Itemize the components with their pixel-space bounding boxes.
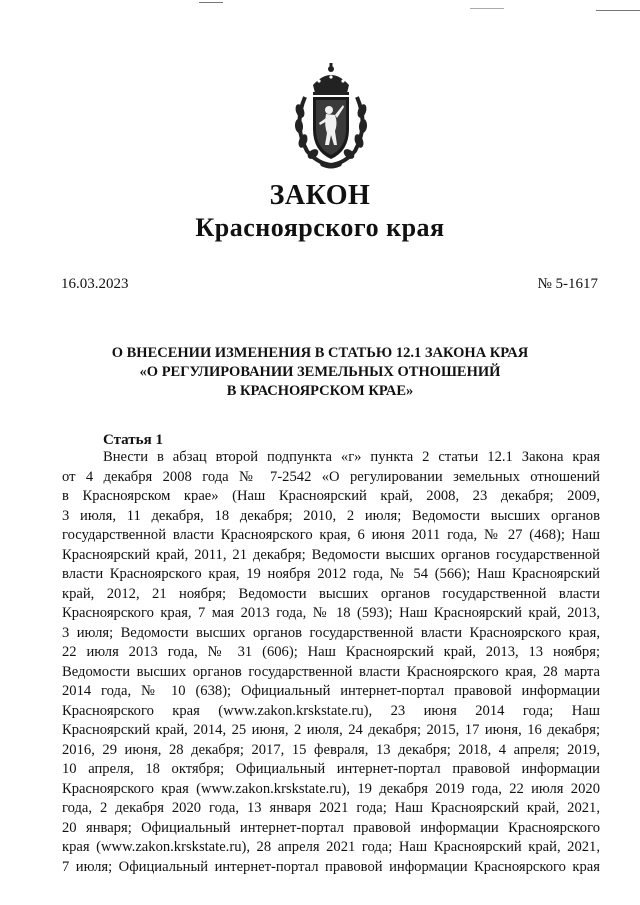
article-text-line: 3 июля; Ведомости высших органов государственной власти Красноярского края, <box>62 624 600 641</box>
article-text-line: 20 января; Официальный интернет-портал правовой информации Красноярского <box>62 819 600 836</box>
law-heading-line: О ВНЕСЕНИИ ИЗМЕНЕНИЯ В СТАТЬЮ 12.1 ЗАКОНА КРАЯ <box>111 345 529 361</box>
document-subtitle: Красноярского края <box>195 213 445 242</box>
article-text-line: края (www.zakon.krskstate.ru), 28 апреля 2021 года; Наш Красноярский край, 2021, <box>62 839 600 855</box>
article-text-line: 10 апреля, 18 октября; Официальный интернет-портал правовой информации <box>62 761 600 777</box>
article-text-line: 22 июля 2013 года, № 31 (606); Наш Красноярский край, 2013, 13 ноября; <box>62 644 600 660</box>
law-heading <box>0 344 640 401</box>
article-text-line: Красноярского края (www.zakon.krskstate.ru), 19 декабря 2019 года, 22 июля 2020 <box>62 780 600 797</box>
article-text-line: от 4 декабря 2008 года № 7-2542 «О регулировании земельных отношений <box>62 468 600 485</box>
article-text-line: 3 июля, 11 декабря, 18 декабря; 2010, 2 июля; Ведомости высших органов <box>62 507 600 524</box>
coat-of-arms-emblem <box>291 63 371 171</box>
article-title: Статья 1 <box>103 432 163 448</box>
article-text-line: край, 2012, 21 ноября; Ведомости высших органов государственной власти <box>62 585 600 602</box>
article-text-line: 2016, 29 июня, 28 декабря; 2017, 15 февраля, 13 декабря; 2018, 4 апреля; 2019, <box>62 741 600 758</box>
scan-mark <box>199 2 223 3</box>
crown-icon <box>313 63 349 95</box>
article-text-line: 2014 года, № 10 (638); Официальный интернет-портал правовой информации <box>62 683 600 699</box>
article-text-line: Красноярский край, 2014, 25 июня, 2 июля, 24 декабря; 2015, 17 июня, 16 декабря; <box>62 722 600 738</box>
law-heading-line: В КРАСНОЯРСКОМ КРАЕ» <box>226 383 414 399</box>
article-body <box>62 448 600 877</box>
article-text-line: Ведомости высших органов государственной власти Красноярского края, 28 марта <box>62 663 600 680</box>
article-text-line: Внести в абзац второй подпункта «г» пункта 2 статьи 12.1 Закона края <box>103 449 600 465</box>
document-title: ЗАКОН <box>269 180 371 211</box>
scan-mark <box>596 10 640 11</box>
article-text-line: Красноярского края (www.zakon.krskstate.ru), 23 июня 2014 года; Наш <box>62 702 600 719</box>
article-text-line: Красноярский край, 2011, 21 декабря; Ведомости высших органов государственной <box>62 546 600 563</box>
article-text-line: Красноярского края, 7 мая 2013 года, № 18 (593); Наш Красноярский край, 2013, <box>62 605 600 621</box>
law-heading-line: «О РЕГУЛИРОВАНИИ ЗЕМЕЛЬНЫХ ОТНОШЕНИЙ <box>139 364 501 380</box>
article-text-line: в Красноярском крае» (Наш Красноярский край, 2008, 23 декабря; 2009, <box>62 488 600 504</box>
scan-mark <box>470 8 504 9</box>
article-text-line: года, 2 декабря 2020 года, 13 января 2021 года; Наш Красноярский край, 2021, <box>62 800 600 816</box>
article-text-line: власти Красноярского края, 19 ноября 2012 года, № 54 (566); Наш Красноярский <box>62 566 600 582</box>
document-number: № 5-1617 <box>537 276 598 292</box>
article-text-line: государственной власти Красноярского края, 6 июня 2011 года, № 27 (468); Наш <box>62 527 600 543</box>
article-text-line: 7 июля; Официальный интернет-портал правовой информации Красноярского края <box>62 858 600 875</box>
document-date: 16.03.2023 <box>61 276 129 292</box>
